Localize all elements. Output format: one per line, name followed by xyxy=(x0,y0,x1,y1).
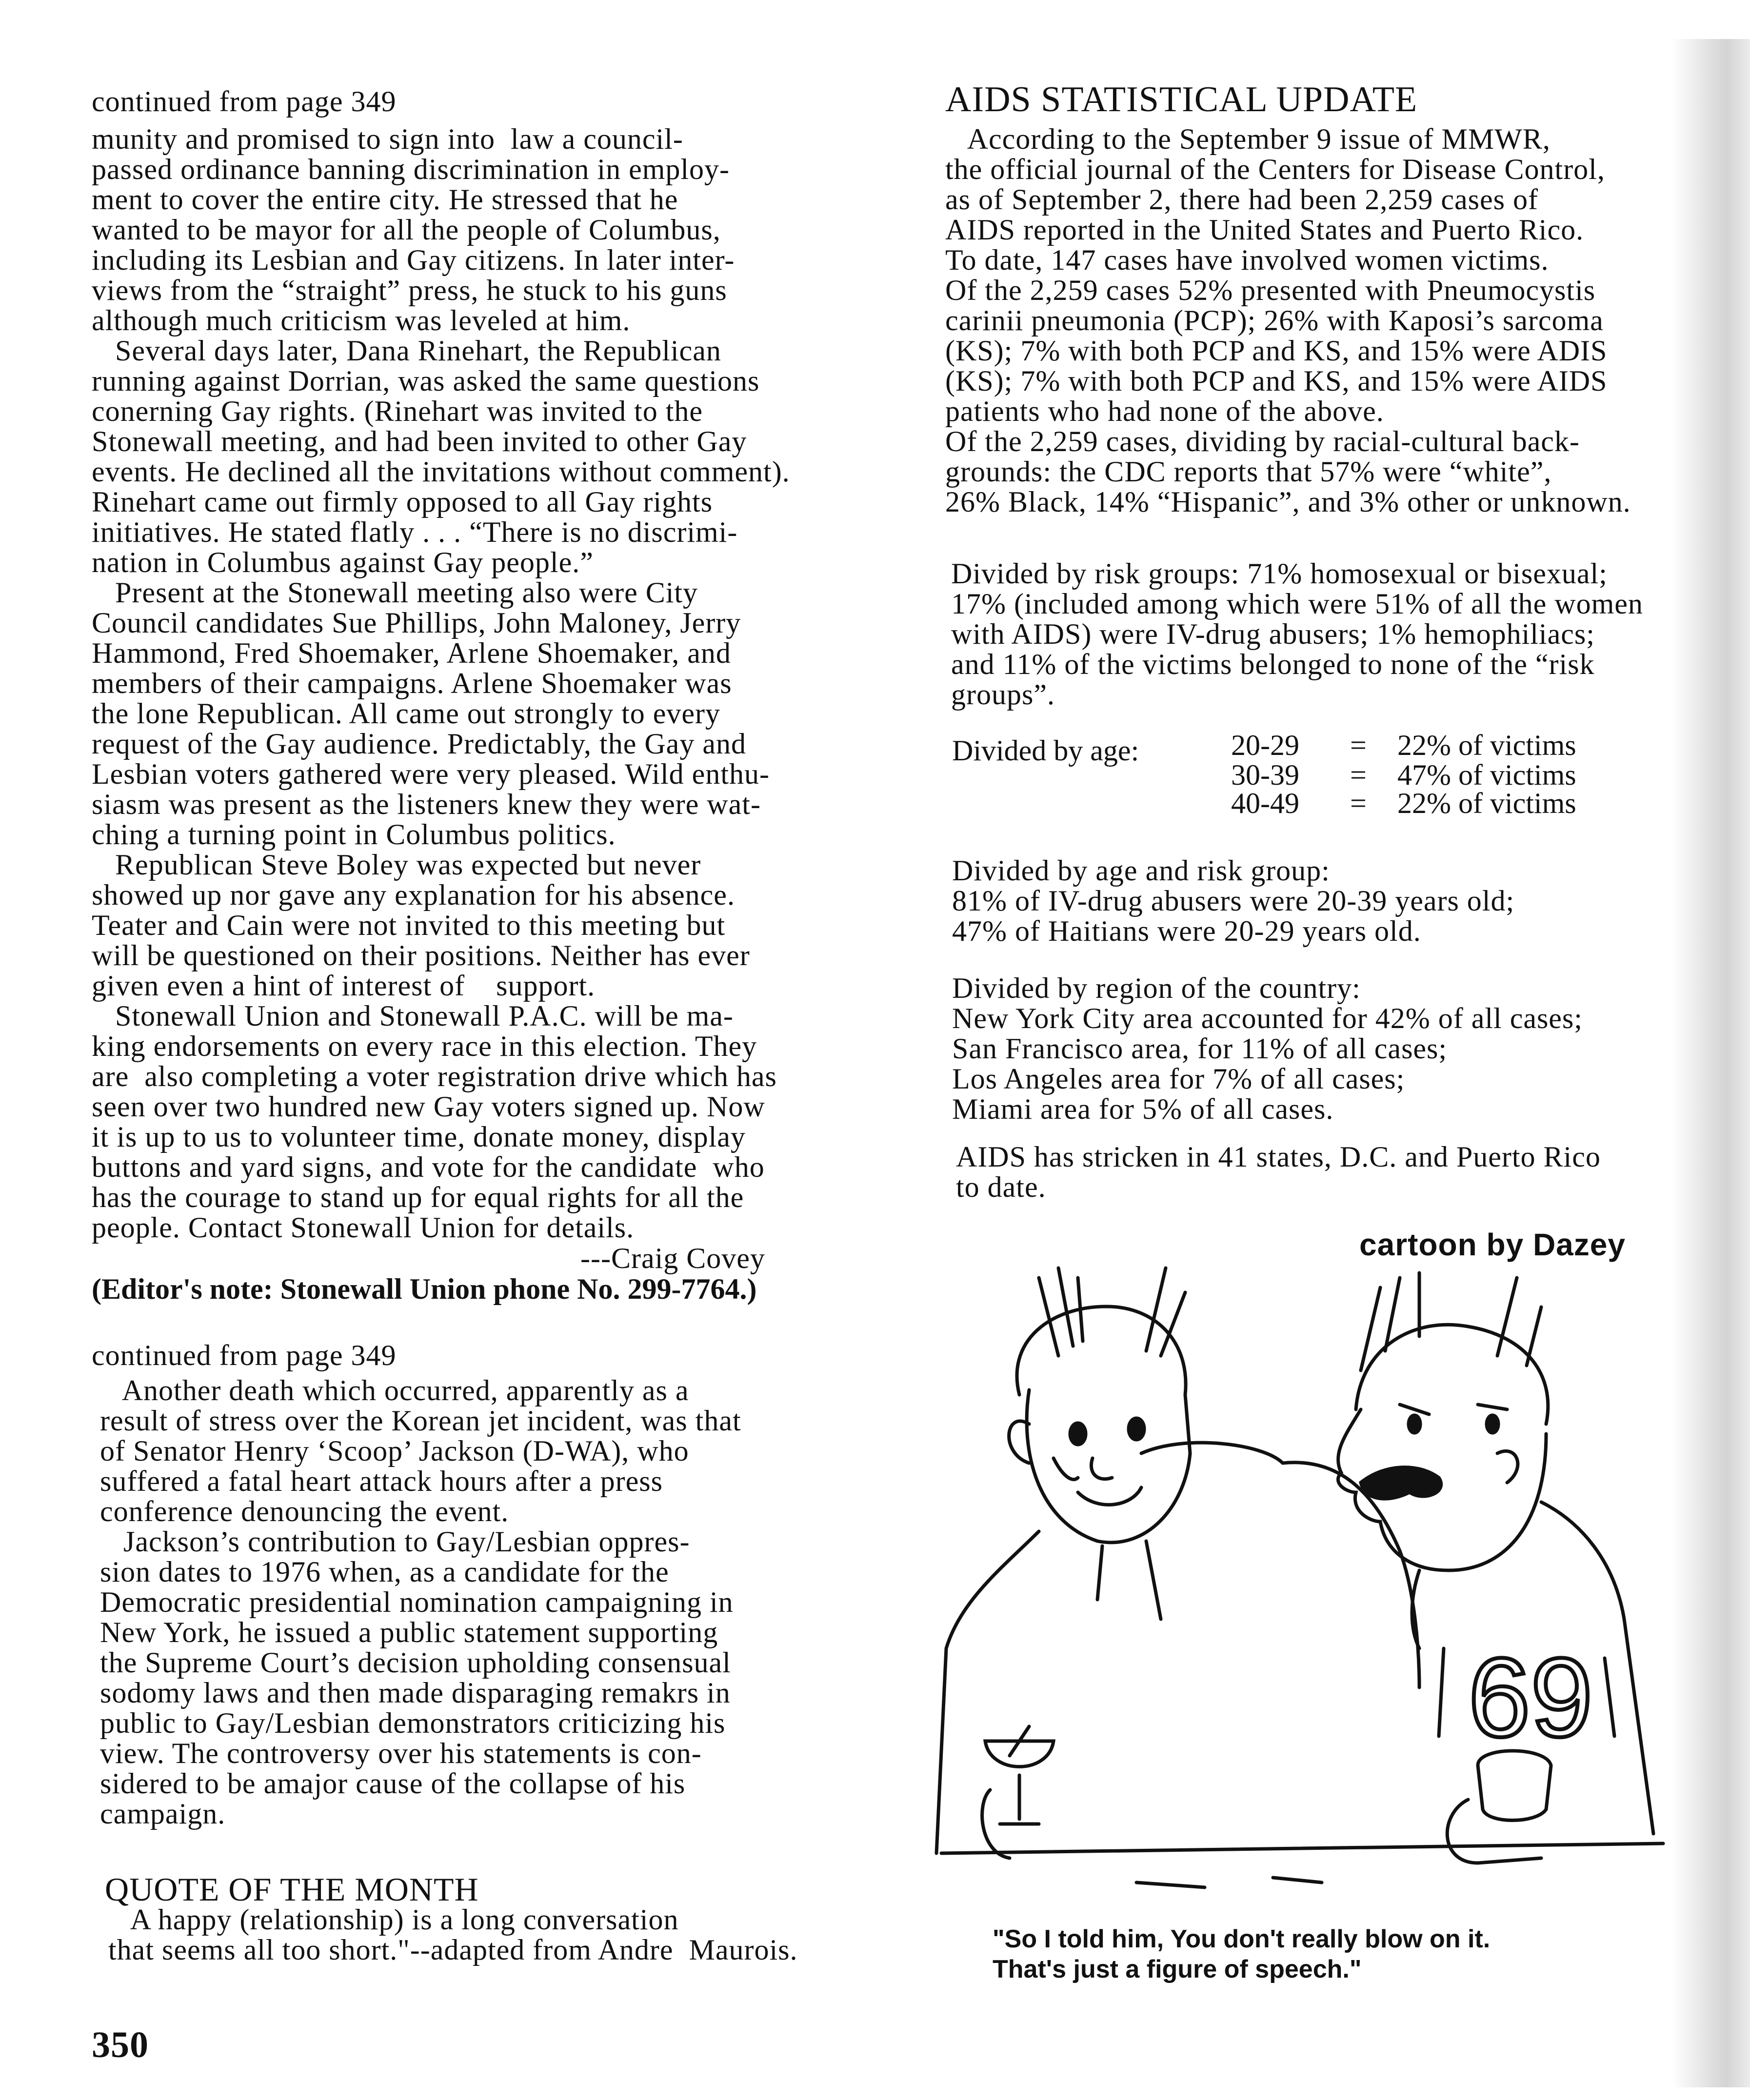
text-line: Jackson’s contribution to Gay/Lesbian oppres- xyxy=(100,1525,690,1558)
text-line: Hammond, Fred Shoemaker, Arlene Shoemaker, and xyxy=(92,637,731,669)
text-line: Stonewall Union and Stonewall P.A.C. will be ma- xyxy=(92,1000,734,1032)
text-line: of Senator Henry ‘Scoop’ Jackson (D-WA), who xyxy=(100,1435,689,1467)
text-line: munity and promised to sign into law a council- xyxy=(92,123,683,155)
text-line: Republican Steve Boley was expected but never xyxy=(92,849,701,881)
text-line: Los Angeles area for 7% of all cases; xyxy=(952,1063,1405,1095)
text-line: although much criticism was leveled at him. xyxy=(92,304,631,337)
age-value: 22% of victims xyxy=(1397,787,1576,819)
text-line: the lone Republican. All came out strongly to every xyxy=(92,697,721,730)
text-line: San Francisco area, for 11% of all cases; xyxy=(952,1032,1448,1065)
text-line: ment to cover the entire city. He stressed that he xyxy=(92,183,678,216)
cartoon-credit: cartoon by Dazey xyxy=(1359,1227,1626,1262)
age-range: 40-49 xyxy=(1231,787,1299,819)
shirt-number: 69 xyxy=(1468,1635,1593,1760)
text-line: to date. xyxy=(956,1171,1046,1203)
article-stonewall xyxy=(92,124,790,1243)
text-line: Teater and Cain were not invited to this meeting but xyxy=(92,909,726,941)
text-line: events. He declined all the invitations without comment). xyxy=(92,456,790,488)
continued-label-2: continued from page 349 xyxy=(92,1339,397,1371)
coffee-cup xyxy=(1478,1751,1551,1821)
text-line: view. The controversy over his statements is con- xyxy=(100,1737,702,1769)
text-line: To date, 147 cases have involved women victims. xyxy=(945,244,1549,276)
text-line: Miami area for 5% of all cases. xyxy=(952,1093,1334,1125)
right-man-mustache xyxy=(1361,1467,1441,1499)
text-line: Divided by risk groups: 71% homosexual or bisexual; xyxy=(951,557,1608,590)
text-line: 81% of IV-drug abusers were 20-39 years old; xyxy=(952,885,1515,917)
text-line: sidered to be amajor cause of the collapse of his xyxy=(100,1767,686,1800)
age-range: 30-39 xyxy=(1231,759,1299,791)
right-man-hair xyxy=(1356,1325,1548,1424)
aids-heading: AIDS STATISTICAL UPDATE xyxy=(945,79,1418,119)
text-line: sion dates to 1976 when, as a candidate for the xyxy=(100,1556,669,1588)
region xyxy=(952,973,1583,1124)
risk-groups xyxy=(951,558,1643,710)
text-line: nation in Columbus against Gay people.” xyxy=(92,546,594,578)
text-line: "So I told him, You don't really blow on it. xyxy=(993,1925,1491,1953)
quote-heading: QUOTE OF THE MONTH xyxy=(105,1871,479,1908)
cartoon-caption xyxy=(993,1924,1490,1984)
text-line: groups”. xyxy=(951,678,1055,711)
article-jackson xyxy=(100,1375,741,1829)
text-line: conference denouncing the event. xyxy=(100,1495,509,1527)
cocktail-glass xyxy=(985,1741,1054,1824)
text-line: result of stress over the Korean jet incident, was that xyxy=(100,1405,741,1437)
text-line: Present at the Stonewall meeting also were City xyxy=(92,576,698,609)
text-line: ching a turning point in Columbus politics. xyxy=(92,818,616,851)
age-eq: = xyxy=(1350,759,1367,791)
text-line: are also completing a voter registration drive which has xyxy=(92,1060,777,1092)
text-line: (KS); 7% with both PCP and KS, and 15% were AIDS xyxy=(945,365,1608,397)
text-line: 17% (included among which were 51% of all the women xyxy=(951,588,1643,620)
text-line: Rinehart came out firmly opposed to all Gay rights xyxy=(92,486,713,518)
text-line: siasm was present as the listeners knew they were wat- xyxy=(92,788,761,820)
stricken xyxy=(956,1142,1601,1202)
text-line: (KS); 7% with both PCP and KS, and 15% were ADIS xyxy=(945,335,1608,367)
table-edge xyxy=(941,1843,1663,1853)
text-line: New York, he issued a public statement supporting xyxy=(100,1616,718,1648)
cartoon-illustration xyxy=(932,1248,1683,1926)
text-line: Of the 2,259 cases 52% presented with Pneumocystis xyxy=(945,274,1596,306)
left-man-hair xyxy=(1017,1307,1186,1395)
text-line: Another death which occurred, apparently as a xyxy=(100,1374,689,1407)
text-line: running against Dorrian, was asked the same questions xyxy=(92,365,760,397)
text-line: grounds: the CDC reports that 57% were “white”, xyxy=(945,456,1552,488)
text-line: patients who had none of the above. xyxy=(945,395,1384,427)
age-value: 47% of victims xyxy=(1397,759,1576,791)
text-line: has the courage to stand up for equal rights for all the xyxy=(92,1181,744,1213)
text-line: 26% Black, 14% “Hispanic”, and 3% other or unknown. xyxy=(945,486,1631,518)
text-line: wanted to be mayor for all the people of Columbus, xyxy=(92,214,721,246)
text-line: campaign. xyxy=(100,1798,226,1830)
text-line: the Supreme Court’s decision upholding consensual xyxy=(100,1646,731,1679)
text-line: and 11% of the victims belonged to none of the “risk xyxy=(951,648,1595,680)
text-line: buttons and yard signs, and vote for the candidate who xyxy=(92,1151,765,1183)
text-line: Divided by age and risk group: xyxy=(952,854,1330,887)
text-line: A happy (relationship) is a long conversation xyxy=(108,1903,679,1936)
age-eq: = xyxy=(1350,787,1367,819)
age-range: 20-29 xyxy=(1231,729,1299,761)
age-eq: = xyxy=(1350,729,1367,761)
text-line: suffered a fatal heart attack hours after a press xyxy=(100,1465,663,1497)
text-line: Divided by region of the country: xyxy=(952,972,1361,1004)
text-line: seen over two hundred new Gay voters signed up. Now xyxy=(92,1090,765,1123)
text-line: Of the 2,259 cases, dividing by racial-cultural back- xyxy=(945,425,1580,457)
left-man-face xyxy=(1027,1390,1190,1543)
text-line: will be questioned on their positions. Neither has ever xyxy=(92,939,750,971)
text-line: carinii pneumonia (PCP); 26% with Kaposi’s sarcoma xyxy=(945,304,1604,337)
text-line: initiatives. He stated flatly . . . “There is no discrimi- xyxy=(92,516,738,548)
text-line: that seems all too short."--adapted from Andre Maurois. xyxy=(108,1934,798,1966)
text-line: views from the “straight” press, he stuck to his guns xyxy=(92,274,727,306)
text-line: AIDS reported in the United States and Puerto Rico. xyxy=(945,214,1584,246)
quote-text xyxy=(108,1904,798,1965)
editor-note: (Editor's note: Stonewall Union phone No. 299-7764.) xyxy=(92,1273,757,1305)
text-line: sodomy laws and then made disparaging remakrs in xyxy=(100,1677,731,1709)
text-line: given even a hint of interest of support. xyxy=(92,970,596,1002)
text-line: Council candidates Sue Phillips, John Maloney, Jerry xyxy=(92,607,741,639)
text-line: New York City area accounted for 42% of all cases; xyxy=(952,1002,1583,1034)
text-line: it is up to us to volunteer time, donate money, display xyxy=(92,1121,746,1153)
text-line: the official journal of the Centers for Disease Control, xyxy=(945,153,1605,185)
text-line: with AIDS) were IV-drug abusers; 1% hemophiliacs; xyxy=(951,618,1595,650)
text-line: 47% of Haitians were 20-29 years old. xyxy=(952,915,1421,947)
text-line: That's just a figure of speech." xyxy=(993,1955,1362,1983)
text-line: passed ordinance banning discrimination in employ- xyxy=(92,153,730,185)
text-line: request of the Gay audience. Predictably, the Gay and xyxy=(92,728,746,760)
text-line: According to the September 9 issue of MMWR, xyxy=(945,123,1551,155)
age-value: 22% of victims xyxy=(1397,729,1576,761)
aids-intro xyxy=(945,124,1631,517)
text-line: as of September 2, there had been 2,259 cases of xyxy=(945,183,1538,216)
text-line: including its Lesbian and Gay citizens. In later inter- xyxy=(92,244,735,276)
text-line: public to Gay/Lesbian demonstrators criticizing his xyxy=(100,1707,726,1739)
text-line: Several days later, Dana Rinehart, the Republican xyxy=(92,335,721,367)
continued-label: continued from page 349 xyxy=(92,85,397,118)
text-line: AIDS has stricken in 41 states, D.C. and Puerto Rico xyxy=(956,1141,1601,1173)
scan-shadow xyxy=(1672,39,1750,2087)
signature: ---Craig Covey xyxy=(580,1242,765,1274)
text-line: Democratic presidential nomination campaigning in xyxy=(100,1586,734,1618)
age-risk xyxy=(952,855,1514,946)
text-line: king endorsements on every race in this election. They xyxy=(92,1030,757,1062)
age-label: Divided by age: xyxy=(952,734,1139,767)
text-line: people. Contact Stonewall Union for details. xyxy=(92,1211,635,1244)
text-line: Stonewall meeting, and had been invited to other Gay xyxy=(92,425,747,457)
left-man-smile xyxy=(1078,1487,1141,1505)
text-line: members of their campaigns. Arlene Shoemaker was xyxy=(92,667,732,699)
page-number: 350 xyxy=(92,2024,149,2065)
text-line: Lesbian voters gathered were very pleased. Wild enthu- xyxy=(92,758,770,790)
text-line: conerning Gay rights. (Rinehart was invited to the xyxy=(92,395,703,427)
text-line: showed up nor gave any explanation for his absence. xyxy=(92,879,735,911)
